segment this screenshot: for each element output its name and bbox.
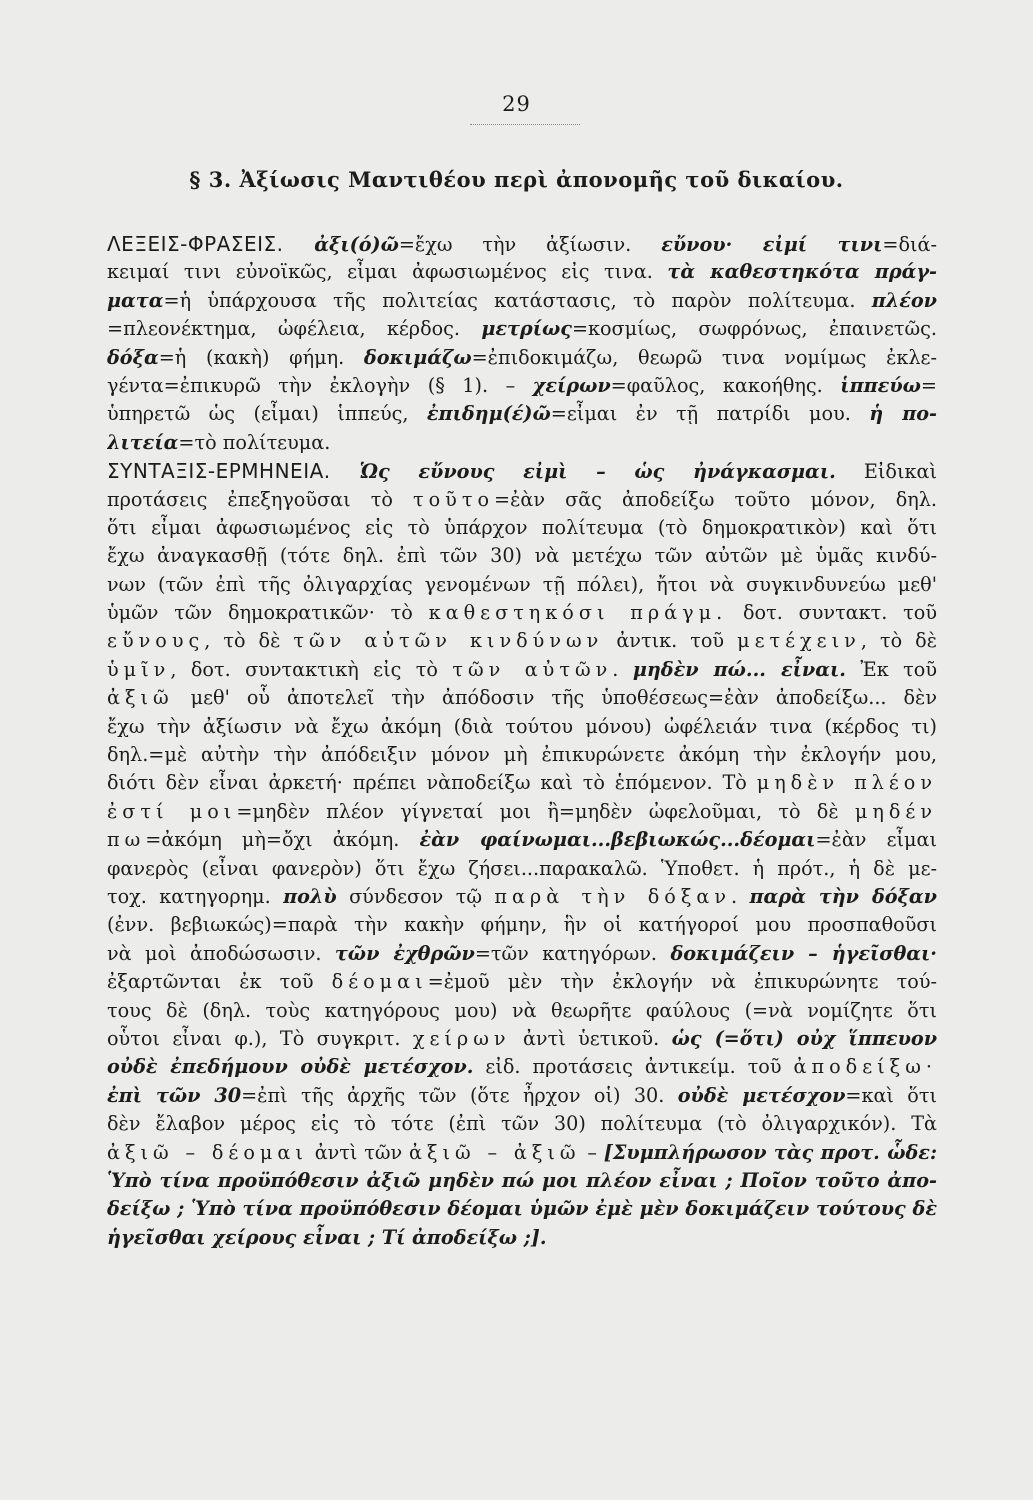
text-segment: ὅτι εἶμαι ἀφωσιωμένος εἰς τὸ ὑπάρχον πολίτευμα (τὸ δημοκρατικὸν) καὶ ὅτι (107, 515, 937, 539)
text-segment: νων (τῶν ἐπὶ τῆς ὀλιγαρχίας γενομένων τῇ πόλει), ἤτοι νὰ συγκινδυνεύω μεθ' (107, 572, 937, 596)
glossed-term: δόξα (107, 345, 159, 369)
text-line (107, 1139, 937, 1167)
text-segment: ὑμῖν (107, 657, 171, 681)
text-line (107, 287, 937, 315)
text-line (107, 1110, 937, 1138)
text-segment: χείρων (412, 1026, 511, 1050)
text-line (107, 826, 937, 854)
text-segment: προτάσεις ἐπεξηγοῦσαι τὸ (107, 487, 413, 511)
glossed-term: τῶν ἐχθρῶν (334, 941, 475, 965)
text-segment: ἀντὶ τῶν (307, 1140, 409, 1164)
text-segment: =ἐπιδοκιμάζω, θεωρῶ τινα νομίμως ἐκλε- (471, 345, 937, 369)
text-line (107, 258, 937, 286)
glossed-term: ἱππεύω (840, 373, 921, 397)
text-line (107, 883, 937, 911)
text-segment: =εἶμαι ἐν τῇ πατρίδι μου. (550, 402, 870, 426)
text-segment: Εἰδικαὶ (835, 460, 937, 484)
glossed-term: ἐὰν φαίνωμαι...βεβιωκώς...δέομαι (419, 828, 816, 852)
text-line (107, 457, 937, 485)
divider (470, 124, 580, 125)
text-line (107, 855, 937, 883)
text-line (107, 968, 937, 996)
text-line (107, 1224, 937, 1252)
text-segment: =διά- (882, 233, 937, 256)
text-segment: παρὰ τὴν δόξαν (494, 884, 732, 908)
text-segment: εἰδ. προτάσεις ἀντικείμ. τοῦ (473, 1055, 794, 1079)
text-segment: δὲν ἔλαβον μέρος εἰς τὸ τότε (ἐπὶ τῶν 30) πολίτευμα (τὸ ὀλιγαρχικόν). Τὰ (107, 1112, 937, 1136)
text-line (107, 741, 937, 769)
text-segment: , τὸ δὲ (204, 629, 294, 653)
text-line (107, 713, 937, 741)
text-line (107, 997, 937, 1025)
glossed-term: ἐπιδημ(έ)ῶ (426, 402, 551, 426)
text-line (107, 400, 937, 428)
glossed-term: χείρων (532, 373, 611, 397)
text-line (107, 940, 937, 968)
text-segment: ἀξιῶ – δέομαι (107, 1140, 308, 1164)
text-segment: ἔχω ἀναγκασθῇ (τότε δηλ. ἐπὶ τῶν 30) νὰ μετέχω τῶν αὐτῶν μὲ ὑμᾶς κινδύ- (107, 544, 937, 568)
text-segment: τους δὲ (δηλ. τοὺς κατηγόρους μου) νὰ θεωρῆτε φαύλους (=νὰ νομίζητε ὅτι (107, 998, 937, 1022)
text-segment: δέομαι (331, 970, 428, 994)
glossed-term: ἐπὶ τῶν 30 (107, 1083, 242, 1107)
glossed-term: εὔνου· εἰμί τινι (661, 233, 883, 256)
text-segment: =κοσμίως, σωφρόνως, ἐπαινετῶς. (571, 317, 937, 341)
glossed-term: πολὺ (283, 884, 337, 908)
text-segment: τοχ. κατηγορημ. (107, 884, 284, 908)
glossed-term: οὐδὲ ἐπεδήμουν οὐδὲ μετέσχον. (107, 1055, 474, 1079)
text-segment: = (920, 373, 937, 397)
text-line (107, 315, 937, 343)
text-segment: γέντα=ἐπικυρῶ τὴν ἐκλογὴν (§ 1). – (107, 373, 533, 397)
text-segment: , δοτ. συντακτικὴ εἰς τὸ (170, 657, 453, 681)
text-segment: σύνδεσον τῷ (336, 884, 495, 908)
glossed-term: δοκιμάζω (363, 345, 472, 369)
text-segment: , τὸ δὲ (860, 629, 937, 653)
text-line (107, 372, 937, 400)
text-segment: =τῶν κατηγόρων. (474, 941, 671, 965)
text-line (107, 1082, 937, 1110)
text-segment: ἐστί μοι (107, 799, 237, 823)
text-line (107, 1195, 937, 1223)
text-line (107, 344, 937, 372)
text-segment: =ἡ (κακὴ) φήμη. (158, 345, 364, 369)
glossed-term: Ὡς εὔνους εἰμὶ – ὡς ἠνάγκασμαι. (359, 460, 836, 484)
text-line (107, 1167, 937, 1195)
text-segment: δοτ. συντακτ. τοῦ (727, 601, 937, 625)
text-segment: μετέχειν (737, 629, 861, 653)
text-line (107, 684, 937, 712)
text-line (107, 599, 937, 627)
text-segment: . (731, 884, 750, 908)
text-segment: πω (107, 828, 146, 852)
text-segment: μηδὲν πλέον (756, 771, 937, 795)
body-text (107, 230, 937, 1252)
text-segment: φανερὸς (εἶναι φανερὸν) ὅτι ἔχω ζήσει...παρακαλῶ. Ὑποθετ. ἡ πρότ., ἡ δὲ με- (107, 856, 937, 880)
text-segment: . (612, 657, 633, 681)
section-heading: § 3. Ἀξίωσις Μαντιθέου περὶ ἀπονομῆς τοῦ δικαίου. (189, 167, 844, 192)
glossed-term: μετρίως (481, 317, 572, 341)
text-segment: =ἀκόμη μὴ=ὄχι ἀκόμη. (145, 828, 420, 852)
text-segment: =καὶ ὅτι (845, 1083, 937, 1107)
text-line (107, 627, 937, 655)
text-segment: ἀποδείξω· (793, 1055, 937, 1079)
text-segment: =τὸ πολίτευμα. (178, 430, 331, 454)
text-line (107, 429, 937, 457)
glossed-term: Ὑπὸ τίνα προϋπόθεσιν ἀξιῶ μηδὲν πώ μοι πλέον εἶναι ; Ποῖον τοῦτο ἀπο- (107, 1168, 937, 1192)
glossed-term: παρὰ τὴν δόξαν (749, 884, 937, 908)
text-line (107, 769, 937, 797)
text-segment: ἀντὶ ὑετικοῦ. (510, 1026, 672, 1050)
text-segment: κειμαί τινι εὐνοϊκῶς, εἶμαι ἀφωσιωμένος εἰς τινα. (107, 260, 668, 284)
text-segment: οὗτοι εἶναι φ.), Τὸ συγκριτ. (107, 1026, 413, 1050)
text-line (107, 656, 937, 684)
text-line (107, 1025, 937, 1053)
glossed-term: λιτεία (107, 430, 179, 454)
section-label: ΣΥΝΤΑΞΙΣ-ΕΡΜΗΝΕΙΑ. (107, 459, 360, 484)
text-segment: νὰ μοὶ ἀποδώσωσιν. (107, 941, 335, 965)
text-segment: =ἐμοῦ μὲν τὴν ἐκλογήν νὰ ἐπικυρώνητε τού- (427, 970, 937, 994)
text-segment: =ἐὰν εἶμαι (815, 828, 937, 852)
glossed-term: ματα (107, 288, 164, 312)
text-segment: =ἐὰν σᾶς ἀποδείξω τοῦτο μόνον, δηλ. (494, 487, 937, 511)
glossed-term: ἀξι(ό)ῶ (314, 233, 399, 256)
glossed-term: ἡγεῖσθαι χείρους εἶναι ; Τί ἀποδείξω ;]. (107, 1225, 547, 1249)
glossed-term: δοκιμάζειν – ἡγεῖσθαι· (670, 941, 937, 965)
text-line (107, 571, 937, 599)
text-line (107, 542, 937, 570)
text-line (107, 230, 937, 258)
text-segment: =ἔχω τὴν ἀξίωσιν. (398, 233, 662, 256)
glossed-term: [Συμπλήρωσον τὰς προτ. ὧδε: (603, 1140, 937, 1164)
text-segment: μηδέν (854, 799, 937, 823)
text-line (107, 1053, 937, 1081)
text-segment: Ἐκ τοῦ (845, 657, 937, 681)
text-line (107, 798, 937, 826)
text-segment: τῶν αὐτῶν κινδύνων (293, 629, 604, 653)
page-number: 29 (502, 92, 531, 116)
text-segment: ἔχω τὴν ἀξίωσιν νὰ ἔχω ἀκόμη (διὰ τούτου μόνου) ὠφέλειάν τινα (κέρδος τι) (107, 714, 937, 738)
text-segment: (ἐνν. βεβιωκώς)=παρὰ τὴν κακὴν φήμην, ἣν οἱ κατήγοροί μου προσπαθοῦσι (107, 913, 937, 937)
text-segment: =ἡ ὑπάρχουσα τῆς πολιτείας κατάστασις, τὸ παρὸν πολίτευμα. (163, 288, 872, 312)
text-segment: εὔνους (107, 629, 205, 653)
text-segment: ἀξιῶ (107, 686, 174, 710)
text-line (107, 911, 937, 939)
text-segment: δηλ.=μὲ αὐτὴν τὴν ἀπόδειξιν μόνον μὴ ἐπικυρώνετε ἀκόμη τὴν ἐκλογήν μου, (107, 743, 937, 767)
text-line (107, 514, 937, 542)
text-segment: καθεστηκόσι πράγμ. (428, 601, 728, 625)
text-segment: =πλεονέκτημα, ὠφέλεια, κέρδος. (107, 317, 482, 341)
text-segment: διότι δὲν εἶναι ἀρκετή· πρέπει νὰποδείξω καὶ τὸ ἑπόμενον. Τὸ (107, 771, 757, 795)
text-segment: ἀντικ. τοῦ (603, 629, 738, 653)
text-segment: =ἐπὶ τῆς ἀρχῆς τῶν (ὅτε ἦρχον οἱ) 30. (241, 1083, 678, 1107)
text-segment: ὑμῶν τῶν δημοκρατικῶν· τὸ (107, 601, 429, 625)
glossed-term: ὡς (=ὅτι) οὐχ ἵππευον (671, 1026, 937, 1050)
glossed-term: πλέον (871, 288, 937, 312)
text-segment: =φαῦλος, κακοήθης. (610, 373, 841, 397)
text-segment: τοῦτο (413, 487, 494, 511)
glossed-term: μηδὲν πώ... εἶναι. (632, 657, 846, 681)
glossed-term: δείξω ; Ὑπὸ τίνα προϋπόθεσιν δέομαι ὑμῶν ἐμὲ μὲν δοκιμάζειν τούτους δὲ (107, 1197, 937, 1221)
glossed-term: οὐδὲ μετέσχον (677, 1083, 846, 1107)
text-segment: μεθ' οὗ ἀποτελεῖ τὴν ἀπόδοσιν τῆς ὑποθέσεως=ἐὰν ἀποδείξω... δὲν (173, 686, 937, 710)
glossed-term: ἡ πο- (869, 402, 937, 426)
text-line (107, 486, 937, 514)
text-segment: ἐξαρτῶνται ἐκ τοῦ (107, 970, 332, 994)
text-segment: ἀξιῶ – ἀξιῶ (408, 1140, 581, 1164)
glossed-term: τὰ καθεστηκότα πράγ- (667, 260, 937, 284)
section-label: ΛΕΞΕΙΣ-ΦΡΑΣΕΙΣ. (107, 232, 315, 256)
text-segment: τῶν αὐτῶν (452, 657, 613, 681)
text-segment: ὑπηρετῶ ὡς (εἶμαι) ἱππεύς, (107, 402, 427, 426)
text-segment: =μηδὲν πλέον γίγνεταί μοι ἢ=μηδὲν ὠφελοῦμαι, τὸ δὲ (236, 799, 855, 823)
text-segment: – (580, 1140, 604, 1164)
